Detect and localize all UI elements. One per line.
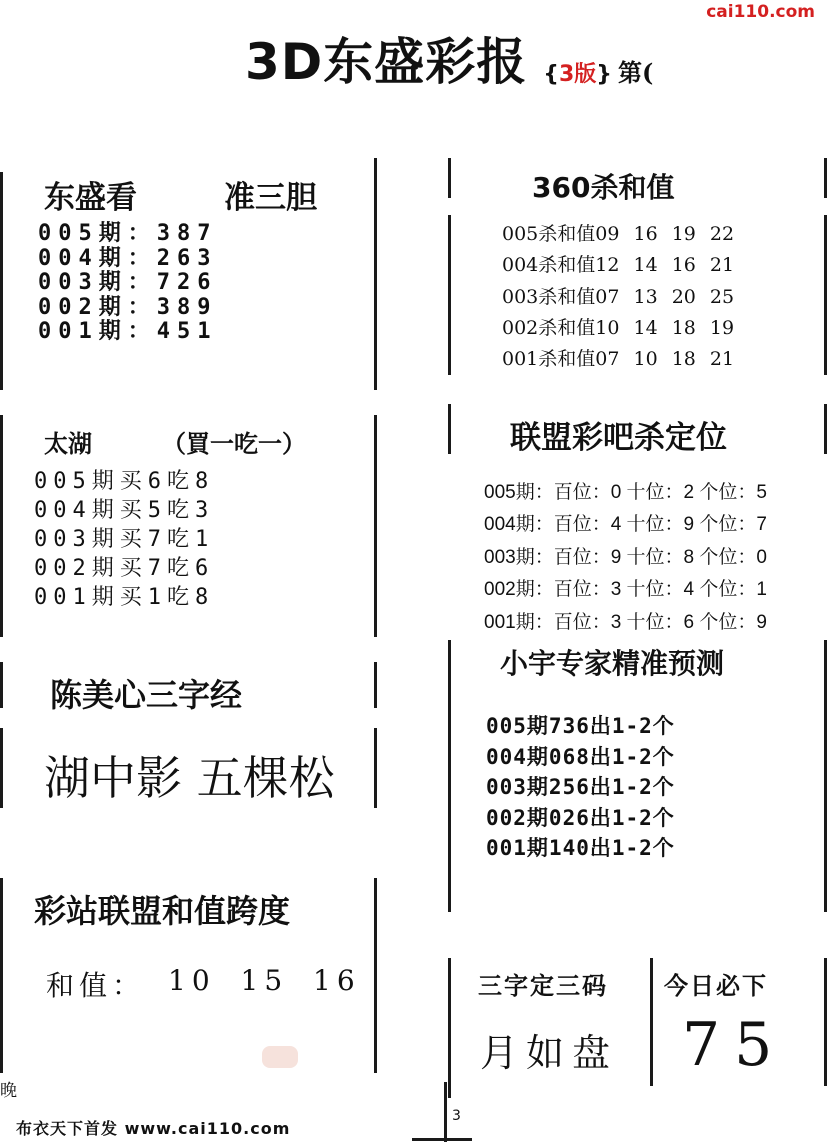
taihu-title-left: 太湖 xyxy=(44,430,92,458)
edition-label: 3版 xyxy=(558,62,597,87)
footer-text: 布衣天下首发 www.cai110.com xyxy=(16,1119,291,1138)
dongsheng-row: 002期：389 xyxy=(38,295,218,320)
divider xyxy=(448,158,451,198)
dongsheng-row: 001期：451 xyxy=(38,319,218,344)
sum-kill-row: 003杀和值07 13 20 25 xyxy=(502,286,735,308)
expert-row: 005期736出1-2个 xyxy=(486,714,675,738)
divider xyxy=(0,415,3,637)
dongsheng-title-left: 东盛看 xyxy=(44,180,137,216)
sum-kill-row: 002杀和值10 14 18 19 xyxy=(502,317,735,339)
sum-kill-title: 360杀和值 xyxy=(532,171,675,204)
divider xyxy=(374,728,377,808)
edition-brace-close: } xyxy=(596,62,612,87)
edition-badge xyxy=(543,57,612,88)
issue-prefix: 第( xyxy=(617,58,654,87)
masthead xyxy=(245,30,653,94)
divider xyxy=(374,878,377,1073)
expert-row: 002期026出1-2个 xyxy=(486,806,675,830)
caizhan-values: 10 15 16 xyxy=(168,964,361,997)
league-row: 005期：百位：0 十位：2 个位：5 xyxy=(484,482,767,503)
divider xyxy=(448,958,451,1098)
league-title: 联盟彩吧杀定位 xyxy=(510,420,727,456)
dongsheng-row: 004期：263 xyxy=(38,246,218,271)
page-title: 3D东盛彩报 xyxy=(245,33,528,91)
edition-brace-open: { xyxy=(543,62,559,87)
league-row: 003期：百位：9 十位：8 个位：0 xyxy=(484,547,767,568)
three-code-title: 三字定三码 xyxy=(478,972,608,1000)
caizhan-label: 和值： xyxy=(46,969,146,1002)
stray-mark: 3 xyxy=(452,1108,461,1124)
divider xyxy=(0,172,3,390)
today-title: 今日必下 xyxy=(664,972,768,1000)
caizhan-title: 彩站联盟和值跨度 xyxy=(34,892,291,930)
taihu-row: 001期买1吃8 xyxy=(34,585,215,610)
league-row: 004期：百位：4 十位：9 个位：7 xyxy=(484,514,767,535)
taihu-row: 004期买5吃3 xyxy=(34,498,215,523)
sum-kill-row: 005杀和值09 16 19 22 xyxy=(502,223,735,245)
taihu-row: 003期买7吃1 xyxy=(34,527,215,552)
stray-mark: 晚 xyxy=(0,1081,17,1101)
expert-row: 001期140出1-2个 xyxy=(486,836,675,860)
divider xyxy=(0,662,3,708)
chen-meixin-phrase: 湖中影 五棵松 xyxy=(44,751,335,805)
sum-kill-row: 004杀和值12 14 16 21 xyxy=(502,254,735,276)
dongsheng-title-right: 准三胆 xyxy=(224,180,317,216)
divider xyxy=(0,878,3,1073)
chen-meixin-title: 陈美心三字经 xyxy=(50,676,243,714)
divider xyxy=(448,404,451,454)
dongsheng-row: 003期：726 xyxy=(38,270,218,295)
divider xyxy=(448,640,451,912)
league-row: 001期：百位：3 十位：6 个位：9 xyxy=(484,612,767,633)
today-value: 75 xyxy=(682,1010,787,1080)
taihu-title-right: （買一吃一） xyxy=(162,430,306,458)
three-code-value: 月如盘 xyxy=(480,1031,619,1075)
divider xyxy=(374,158,377,390)
divider xyxy=(0,728,3,808)
league-row: 002期：百位：3 十位：4 个位：1 xyxy=(484,579,767,600)
expert-title: 小宇专家精准预测 xyxy=(500,647,725,680)
expert-row: 004期068出1-2个 xyxy=(486,745,675,769)
divider xyxy=(448,215,451,375)
sum-kill-row: 001杀和值07 10 18 21 xyxy=(502,348,735,370)
divider xyxy=(412,1138,472,1141)
divider xyxy=(374,415,377,637)
dongsheng-row: 005期：387 xyxy=(38,221,218,246)
divider xyxy=(444,1082,447,1142)
smudge xyxy=(262,1046,298,1068)
divider xyxy=(374,662,377,708)
taihu-row: 002期买7吃6 xyxy=(34,556,215,581)
site-watermark: cai110.com xyxy=(706,2,815,22)
taihu-row: 005期买6吃8 xyxy=(34,469,215,494)
expert-row: 003期256出1-2个 xyxy=(486,775,675,799)
divider xyxy=(650,958,653,1086)
